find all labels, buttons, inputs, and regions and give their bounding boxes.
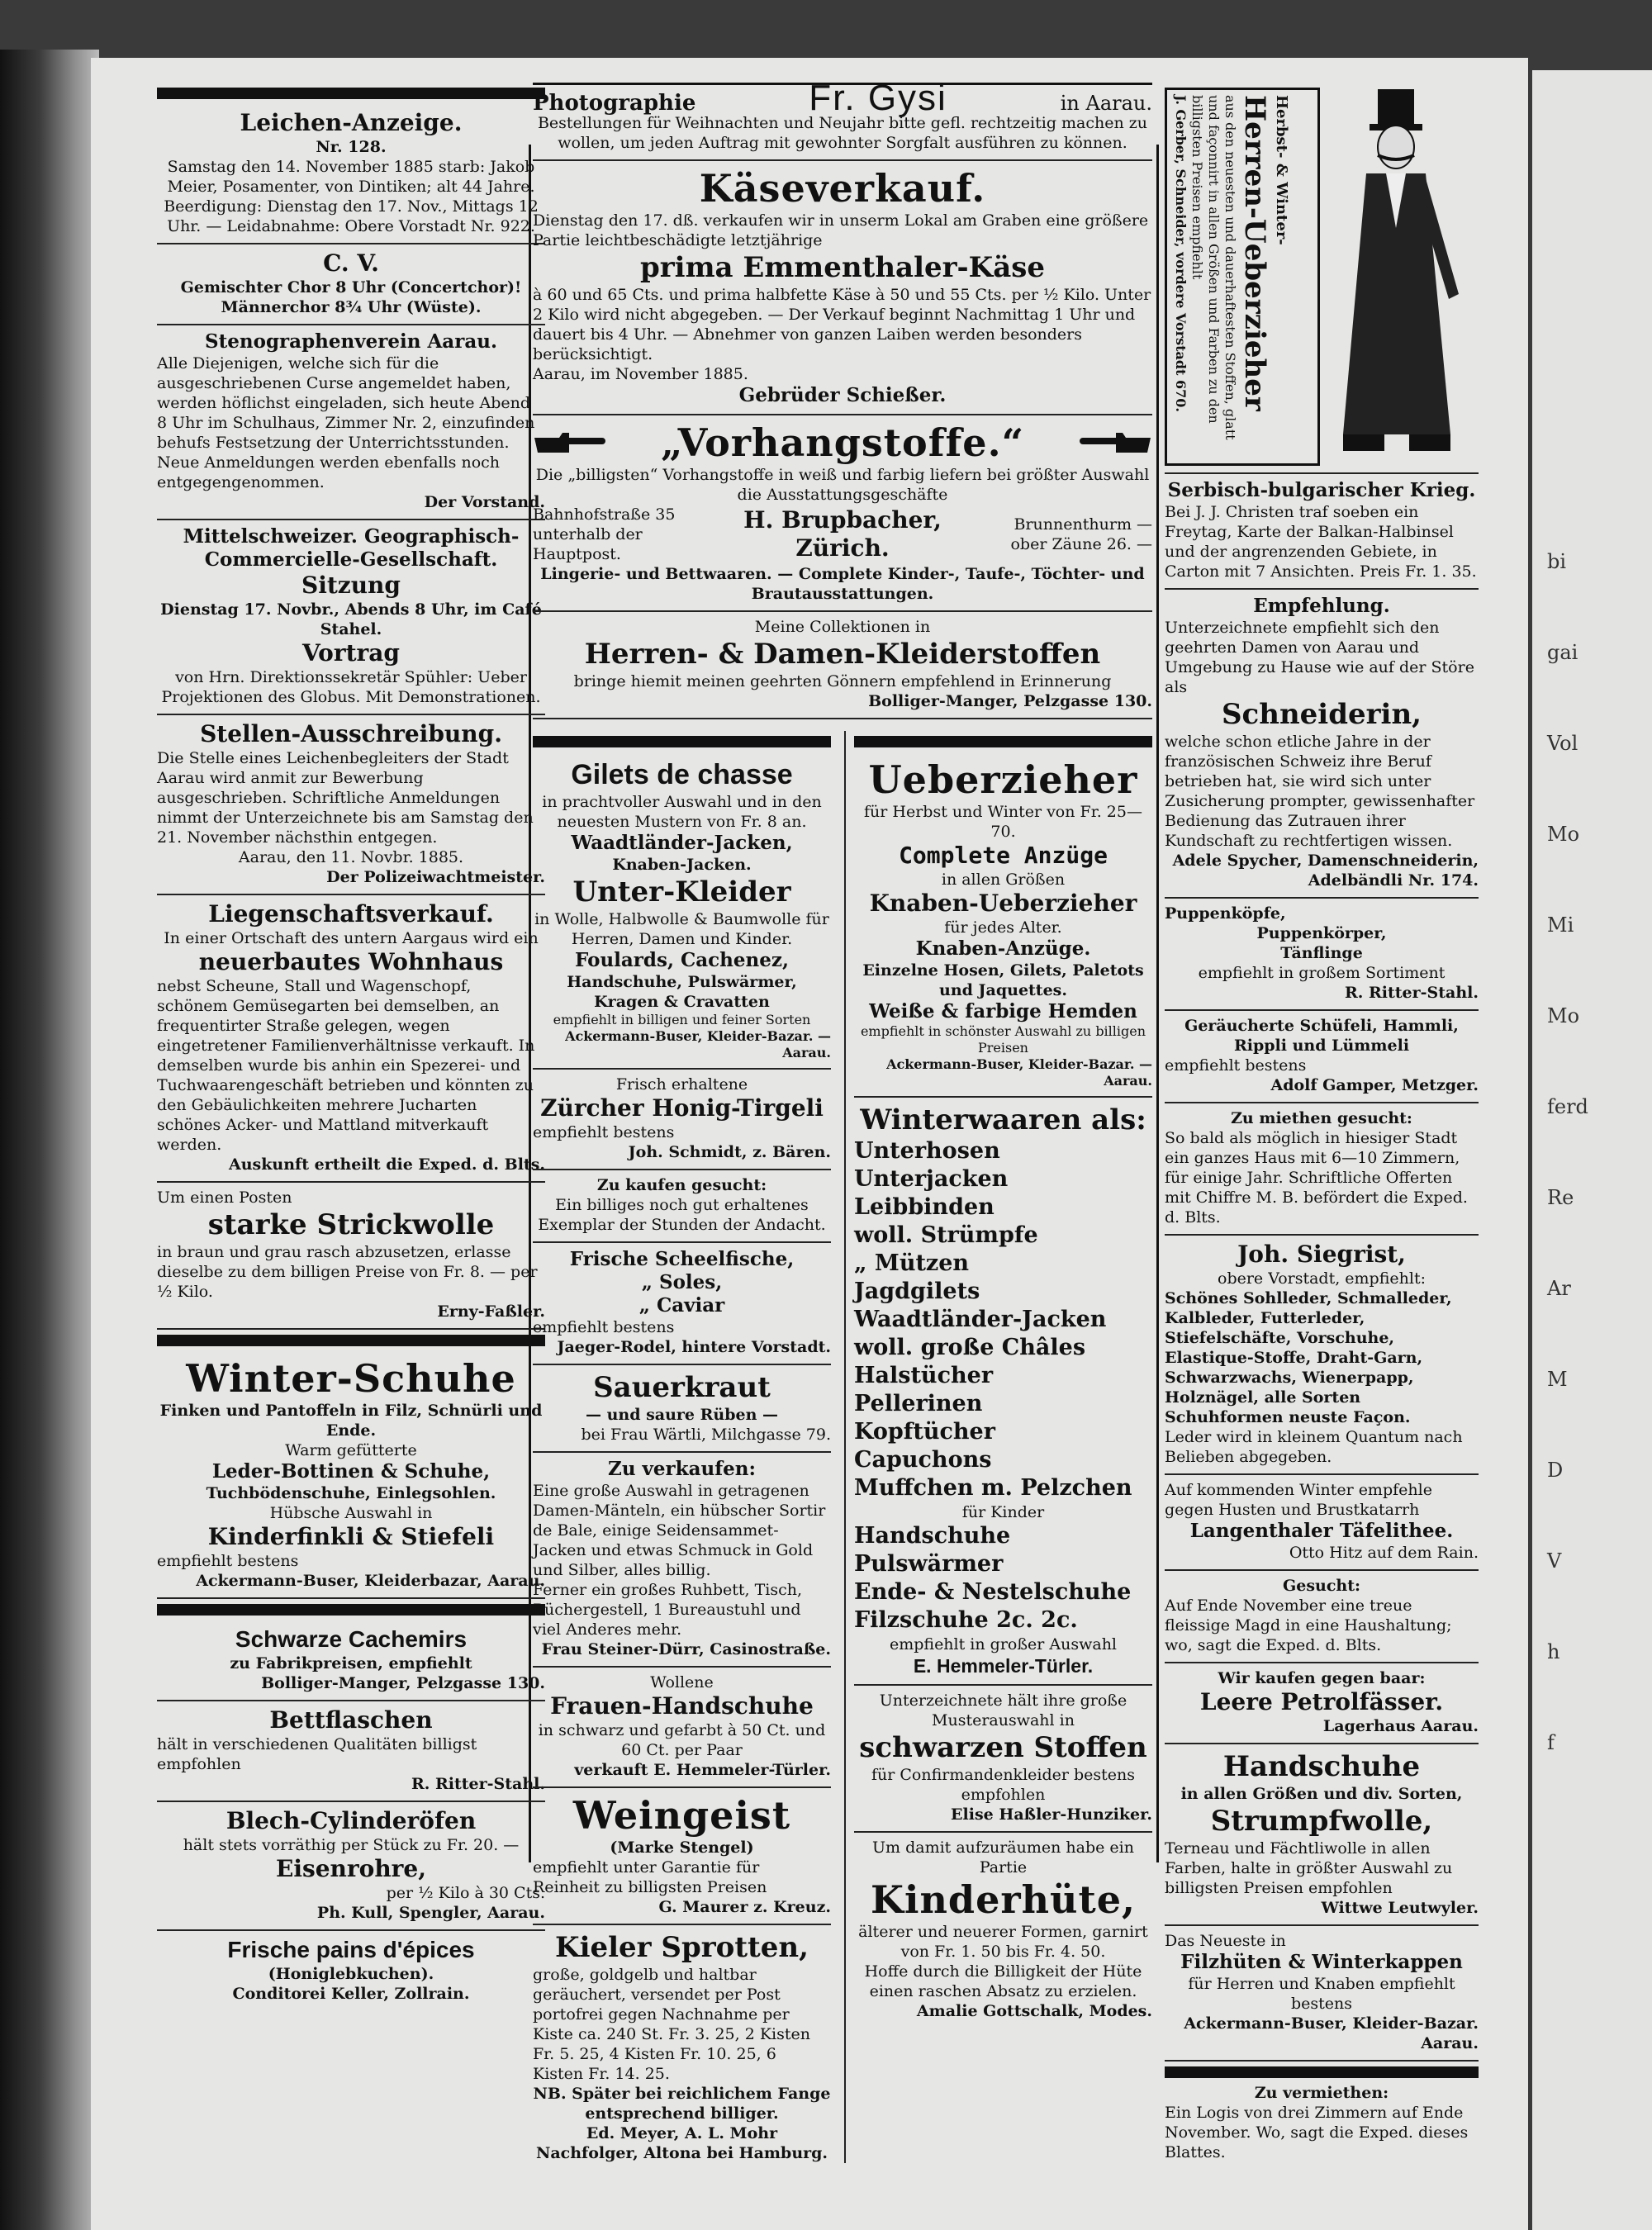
winter-shoes-title: Winter-Schuhe [186,1356,516,1401]
property-title: Liegenschaftsverkauf. [208,900,494,928]
tailor-signature: Adele Spycher, Damenschneiderin, Adelbändli Nr. 174. [1172,852,1479,890]
winter-goods-title: Winterwaaren als: [860,1103,1146,1136]
doll-text: empfiehlt in großem Sortiment [1198,964,1446,982]
felt-hats-text: für Herren und Knaben empfiehlt bestens [1188,1975,1455,2013]
gilets-line-5: Handschuhe, Pulswärmer, Kragen & Cravatten [567,973,797,1011]
bedwarmer-ad [157,1701,545,1802]
overcoat-line-6: Einzelne Hosen, Gilets, Paletots und Jaquettes. [862,961,1144,999]
property-signature: Auskunft ertheilt die Exped. d. Blts. [229,1155,545,1174]
for-sale-ad [533,1453,831,1668]
wool-ad [157,1183,545,1330]
to-let-text: Ein Logis von drei Zimmern auf Ende November. Wo, sagt die Exped. dieses Blattes. [1165,2104,1469,2161]
geo-sitzung: Sitzung [301,572,401,599]
winter-goods-item: woll. große Châles [854,1335,1086,1360]
tea-text: Auf kommenden Winter empfehle gegen Husten und Brustkatarrh [1165,1481,1432,1519]
black-bar [157,88,545,99]
to-let-ad [1165,2083,1479,2162]
fish-line-1: Frische Scheelfische, [569,1248,795,1270]
for-sale-title: Zu verkaufen: [608,1458,756,1480]
next-page-fragment: M [1547,1368,1568,1391]
cheese-date: Aarau, im November 1885. [533,365,748,383]
black-bar [854,736,1152,747]
winter-shoes-line-1: Finken und Pantoffeln in Filz, Schnürli und Ende. [159,1402,543,1440]
death-notice-number: Nr. 128. [316,138,387,156]
honey-intro: Frisch erhaltene [615,1075,748,1094]
for-sale-text-2: Ferner ein großes Ruhbett, Tisch, Büchergestell, 1 Bureaustuhl und viel Anderes mehr. [533,1581,803,1639]
cachemir-title: Schwarze Cachemirs [235,1626,468,1652]
petrol-ad [1165,1663,1479,1744]
winter-goods-text: empfiehlt in großer Auswahl [889,1635,1118,1654]
job-signature: Der Polizeiwachtmeister. [326,868,545,886]
mens-overcoat-text: aus den neuesten und dauerhaftesten Stoffen, glatt und façonnirt in allen Größen und Farben zu den billigsten Preisen empfiehlt [1189,95,1238,440]
column-3 [1165,83,1479,2162]
gloves-intro: Wollene [650,1673,714,1691]
winter-goods-item: Unterjacken [854,1166,1009,1192]
winter-shoes-line-5: Hübsche Auswahl in [269,1504,433,1522]
job-posting [157,715,545,895]
gentleman-figure-icon [1327,88,1475,459]
war-map-title: Serbisch-bulgarischer Krieg. [1167,479,1476,501]
maid-wanted-text: Auf Ende November eine treue fleissige Magd in eine Haushaltung; wo, sagt die Exped. d. Blts. [1165,1597,1452,1654]
winter-goods-item: Filzschuhe 2c. 2c. [854,1607,1078,1633]
black-fabric-intro: Unterzeichnete hält ihre große Musterauswahl in [879,1691,1127,1729]
next-page-fragment: Mo [1547,1004,1580,1027]
winter-shoes-line-3: Leder-Bottinen & Schuhe, [211,1460,491,1483]
petrol-title: Wir kaufen gegen baar: [1218,1669,1426,1687]
tailor-title: Empfehlung. [1253,595,1390,617]
leather-ad [1165,1236,1479,1475]
choir-notice [157,244,545,325]
pointing-hand-right-icon [533,431,607,454]
gingerbread-signature: Conditorei Keller, Zollrain. [232,1985,470,2003]
wool-text: in braun und grau rasch abzusetzen, erlasse dieselbe zu dem billigen Preise von Fr. 8. — per ½ Kilo. [157,1243,538,1301]
dress-fabric-text: bringe hiemit meinen geehrten Gönnern empfehlend in Erinnerung [573,672,1112,690]
next-page-fragment: V [1547,1549,1562,1573]
gloves-ad [533,1668,831,1788]
wool-signature: Erny-Faßler. [437,1302,545,1321]
stove-ad [157,1802,545,1931]
property-intro: In einer Ortschaft des untern Aargaus wird ein [164,929,539,947]
next-page-fragment: Re [1547,1186,1574,1209]
winter-goods-list-2 [854,1522,1152,1635]
tea-ad [1165,1475,1479,1571]
tea-headline: Langenthaler Täfelithee. [1189,1520,1454,1542]
sauerkraut-ad [533,1365,831,1453]
childrens-hats-ad [854,1833,1152,2021]
black-fabric-headline: schwarzen Stoffen [859,1731,1147,1764]
fish-line-3: „ Caviar [638,1294,725,1317]
honey-ad [533,1070,831,1170]
next-page-fragment: Vol [1547,732,1578,755]
meat-ad [1165,1011,1479,1103]
spirit-signature: G. Maurer z. Kreuz. [658,1898,831,1916]
winter-goods-list [854,1137,1152,1502]
meat-line-2: Rippli und Lümmeli [1233,1037,1410,1055]
winter-goods-item: Jagdgilets [854,1279,980,1304]
felt-hats-signature: Ackermann-Buser, Kleider-Bazar. Aarau. [1184,2014,1479,2052]
photo-text: Bestellungen für Weihnachten und Neujahr bitte gefl. rechtzeitig machen zu wollen, um jeden Auftrag mit gewohnter Sorgfalt ausführen zu können. [537,114,1148,152]
spirit-sub: (Marke Stengel) [610,1839,754,1857]
doll-line-2: Puppenkörper, [1256,924,1387,942]
winter-shoes-line-4: Tuchbödenschuhe, Einlegsohlen. [206,1484,496,1502]
photo-name: Fr. Gysi [809,78,947,118]
overcoat-text: für Herbst und Winter von Fr. 25—70. [864,803,1142,841]
gilets-line-3: in Wolle, Halbwolle & Baumwolle für Herren, Damen und Kinder. [534,910,829,948]
mens-overcoat-box [1165,88,1320,466]
photo-ad [533,78,1152,161]
winter-goods-sub: für Kinder [961,1503,1045,1521]
sprats-title: Kieler Sprotten, [555,1931,809,1964]
gloves-signature: verkauft E. Hemmeler-Türler. [574,1761,831,1779]
dress-fabric-signature: Bolliger-Manger, Pelzgasse 130. [868,692,1152,710]
winter-goods-item: Waadtländer-Jacken [854,1307,1107,1332]
tailor-text: Unterzeichnete empfiehlt sich den geehrten Damen von Aarau und Umgebung zu Hause wie auf der Störe als [1165,619,1474,696]
curtain-firm: H. Brupbacher, Zürich. [743,506,942,562]
for-sale-text: Eine große Auswahl in getragenen Damen-Mänteln, ein hübscher Sortir de Bale, einige Seidensammet-Jacken und etwas Schmuck in Gold und Silber, alles billig. [533,1482,826,1579]
steno-text: Alle Diejenigen, welche sich für die ausgeschriebenen Curse angemeldet haben, werden höflichst eingeladen, sich heute Abend 8 Uhr im Schulhaus, Zimmer Nr. 2, einzufinden behufs Festsetzung der Unterrichtsstunden. [157,354,535,452]
winter-goods-item: Unterhosen [854,1138,1000,1164]
overcoat-line-8: empfiehlt in schönster Auswahl zu billigen Preisen [860,1023,1146,1056]
dress-fabric-intro: Meine Collektionen in [754,618,931,636]
winter-goods-item: Ende- & Nestelschuhe [854,1579,1132,1605]
gloves-wool-ad [1165,1744,1479,1926]
war-map-ad [1165,474,1479,590]
leather-sub: obere Vorstadt, empfiehlt: [1218,1269,1426,1288]
petrol-signature: Lagerhaus Aarau. [1322,1717,1479,1735]
sauerkraut-signature: bei Frau Wärtli, Milchgasse 79. [581,1426,831,1444]
gilets-headline: Unter-Kleider [572,875,791,909]
curtain-title: „Vorhangstoffe.“ [660,420,1025,465]
gilets-signature: Ackermann-Buser, Kleider-Bazar. — Aarau. [565,1028,831,1060]
rent-wanted-title: Zu miethen gesucht: [1231,1109,1412,1127]
gilets-title: Gilets de chasse [571,759,793,790]
overcoat-ad [854,752,1152,1098]
doll-line-1: Puppenköpfe, [1165,904,1286,923]
choir-line-1: Gemischter Chor 8 Uhr (Concertchor)! [180,278,522,297]
overcoat-line-1: Complete Anzüge [899,842,1108,869]
meat-text: empfiehlt bestens [1165,1056,1307,1075]
geo-sitzung-text: Dienstag 17. Novbr., Abends 8 Uhr, im Café Stahel. [160,600,542,638]
rent-wanted-ad [1165,1103,1479,1236]
winter-shoes-line-7: empfiehlt bestens [157,1552,299,1570]
felt-hats-headline: Filzhüten & Winterkappen [1180,1951,1463,1973]
gilets-line-1: Waadtländer-Jacken, [571,832,793,854]
gloves-wool-headline: Handschuhe [1222,1750,1421,1783]
steno-title: Stenographenverein Aarau. [205,330,497,353]
gloves-wool-signature: Wittwe Leutwyler. [1321,1899,1479,1917]
wool-headline: starke Strickwolle [207,1208,495,1241]
steno-signature: Der Vorstand. [424,493,545,511]
overcoat-line-3: Knaben-Ueberzieher [869,890,1137,917]
next-page-fragment: Ar [1547,1277,1571,1300]
winter-goods-item: Pellerinen [854,1391,983,1416]
next-page-fragment: Mi [1547,913,1574,937]
dress-fabric-ad [533,612,1152,719]
overcoat-title: Ueberzieher [868,757,1138,802]
curtain-address-left: Bahnhofstraße 35 unterhalb der Hauptpost. [533,505,676,563]
felt-hats-intro: Das Neueste in [1165,1932,1286,1950]
overcoat-line-7: Weiße & farbige Hemden [869,1000,1137,1022]
doll-line-3: Tänflinge [1280,944,1363,962]
column-rule-right [1156,145,1159,1862]
black-fabric-signature: Elise Haßler-Hunziker. [951,1805,1152,1824]
curtain-ad [533,415,1152,612]
job-date: Aarau, den 11. Novbr. 1885. [238,848,464,866]
mens-overcoat-signature: J. Gerber, Schneider, vordere Vorstadt 670. [1173,95,1189,412]
meat-signature: Adolf Gamper, Metzger. [1270,1076,1479,1094]
childrens-hats-intro: Um damit aufzuräumen habe ein Partie [872,1839,1134,1877]
death-notice-text: Samstag den 14. November 1885 starb: Jakob Meier, Posamenter, von Dintiken; alt 44 Jahre. [167,158,535,196]
column-2 [533,78,1152,2163]
next-page-fragment: ferd [1547,1095,1588,1118]
winter-goods-item: woll. Strümpfe [854,1222,1038,1248]
childrens-hats-text-2: Hoffe durch die Billigkeit der Hüte einen raschen Absatz zu erzielen. [864,1962,1142,2000]
job-text: Die Stelle eines Leichenbegleiters der Stadt Aarau wird anmit zur Bewerbung ausgeschrieben. Schriftliche Anmeldungen nimmt der Unterzeichnete bis am Samstag den 21. November nächsthin entgegen. [157,749,534,847]
winter-shoes-line-6: Kinderfinkli & Stiefeli [207,1523,495,1550]
wanted-book-title: Zu kaufen gesucht: [596,1176,767,1194]
spirit-title: Weingeist [572,1793,791,1838]
next-page-fragment: bi [1547,550,1567,573]
sauerkraut-title: Sauerkraut [593,1371,771,1404]
sprats-signature: Ed. Meyer, A. L. Mohr Nachfolger, Altona bei Hamburg. [535,2124,828,2162]
job-title: Stellen-Ausschreibung. [200,720,502,747]
gloves-text: in schwarz und gefarbt à 50 Ct. und 60 Ct. per Paar [538,1721,826,1759]
photo-place: in Aarau. [1060,92,1152,115]
dress-fabric-headline: Herren- & Damen-Kleiderstoffen [584,638,1101,671]
war-map-text: Bei J. J. Christen traf soeben ein Freytag, Karte der Balkan-Halbinsel und der angrenzenden Gebiete, in Carton mit 7 Ansichten. Preis Fr. 1. 35. [1165,503,1477,581]
stove-text: hält stets vorräthig per Stück zu Fr. 20. — [183,1836,520,1854]
gilets-ad [533,752,831,1070]
fish-ad [533,1243,831,1365]
cheese-ad [533,161,1152,415]
honey-headline: Zürcher Honig-Tirgeli [540,1094,824,1122]
next-page-fragment: f [1547,1731,1555,1754]
next-page-edge [1532,70,1652,2230]
maid-wanted-title: Gesucht: [1283,1577,1360,1595]
sprats-text: große, goldgelb und haltbar geräuchert, versendet per Post portofrei gegen Nachnahme per Kiste ca. 240 St. Fr. 3. 25, 2 Kisten Fr. 5. 25, 4 Kisten Fr. 10. 25, 6 Kisten Fr. 14. 25. [533,1966,810,2083]
cheese-title: Käseverkauf. [699,166,986,211]
winter-goods-signature: E. Hemmeler-Türler. [913,1655,1094,1677]
overcoat-line-4: für jedes Alter. [944,918,1062,937]
tailor-headline: Schneiderin, [1221,698,1422,731]
wanted-book-ad [533,1170,831,1243]
gilets-line-2: Knaben-Jacken. [612,856,752,874]
honey-text: empfiehlt bestens [533,1123,675,1141]
winter-shoes-ad [157,1351,545,1599]
gilets-line-4: Foulards, Cachenez, [575,949,789,971]
maid-wanted-ad [1165,1571,1479,1663]
cachemir-text: zu Fabrikpreisen, empfiehlt [230,1654,472,1672]
gloves-headline: Frauen-Handschuhe [550,1692,814,1720]
cachemir-ad [157,1620,545,1701]
choir-title: C. V. [323,249,379,277]
death-notice-burial: Beerdigung: Dienstag den 17. Nov., Mittags 12 Uhr. — Leidabnahme: Obere Vorstadt Nr. 922. [164,197,539,235]
childrens-hats-signature: Amalie Gottschalk, Modes. [916,2002,1152,2020]
column-2b [844,731,1152,2163]
stove-signature: Ph. Kull, Spengler, Aarau. [316,1904,545,1922]
leather-title: Joh. Siegrist, [1237,1241,1406,1268]
stove-pipes: Eisenrohre, [275,1855,426,1882]
black-fabric-text: für Confirmandenkleider bestens empfohlen [871,1766,1136,1804]
stove-title: Blech-Cylinderöfen [225,1807,477,1834]
cheese-headline: prima Emmenthaler-Käse [639,251,1046,284]
wool-intro: Um einen Posten [157,1189,292,1207]
cachemir-signature: Bolliger-Manger, Pelzgasse 130. [261,1674,545,1692]
winter-shoes-signature: Ackermann-Buser, Kleiderbazar, Aarau. [196,1572,545,1590]
winter-goods-item: Muffchen m. Pelzchen [854,1475,1132,1501]
tailor-text-2: welche schon etliche Jahre in der französischen Schweiz ihre Beruf betrieben hat, sie wird sich unter Zusicherung prompter, gewissenhafter Bedienung das Zutrauen ihrer Kundschaft zu rechtfertigen wissen. [1165,733,1475,850]
curtain-address-right: Brunnenthurm — ober Zäune 26. — [1010,515,1152,553]
winter-goods-item: „ Mützen [854,1250,970,1276]
for-sale-signature: Frau Steiner-Dürr, Casinostraße. [541,1640,831,1658]
doll-signature: R. Ritter-Stahl. [1344,984,1479,1002]
gingerbread-ad [157,1931,545,2004]
winter-goods-item: Kopftücher [854,1419,995,1445]
black-bar [533,736,831,747]
cheese-signature: Gebrüder Schießer. [738,384,947,406]
gilets-line-6: empfiehlt in billigen und feiner Sorten [553,1012,811,1027]
doll-ad [1165,899,1479,1011]
winter-goods-item: Capuchons [854,1447,992,1473]
stove-price: per ½ Kilo à 30 Cts. [386,1884,545,1902]
geo-vortrag-text: von Hrn. Direktionssekretär Spühler: Ueber Projektionen des Globus. Mit Demonstrationen. [161,668,541,706]
gilets-text: in prachtvoller Auswahl und in den neuesten Mustern von Fr. 8 an. [542,793,822,831]
bedwarmer-text: hält in verschiedenen Qualitäten billigst empfohlen [157,1735,477,1773]
leather-text-2: Leder wird in kleinem Quantum nach Belieben abgegeben. [1165,1428,1463,1466]
geo-vortrag: Vortrag [302,639,400,667]
mens-overcoat-ad [1165,83,1479,474]
death-notice [157,104,545,244]
gloves-wool-text-2: Terneau und Fächtliwolle in allen Farben, halte in größter Auswahl zu billigsten Preisen empfohlen [1165,1839,1453,1897]
fish-line-2: „ Soles, [641,1271,723,1293]
leather-text: Schönes Sohlleder, Schmalleder, Kalbleder, Futterleder, Stiefelschäfte, Vorschuhe, Elastique-Stoffe, Draht-Garn, Schwarzwachs, Wienerpapp, Holznägel, alle Sorten Schuhformen neuste Façon. [1165,1289,1452,1426]
meat-line-1: Geräucherte Schüfeli, Hammli, [1184,1017,1459,1035]
column-1 [157,83,545,2004]
winter-goods-item: Handschuhe [854,1523,1011,1549]
fish-signature: Jaeger-Rodel, hintere Vorstadt. [557,1338,831,1356]
photo-label: Photographie [533,91,696,116]
bedwarmer-signature: R. Ritter-Stahl. [411,1775,545,1793]
overcoat-line-5: Knaben-Anzüge. [915,937,1091,960]
gingerbread-title: Frische pains d'épices [227,1937,475,1962]
gloves-wool-headline-2: Strumpfwolle, [1210,1805,1433,1838]
geo-title: Mittelschweizer. Geographisch-Commercielle-Gesellschaft. [183,525,520,571]
black-bar [157,1335,545,1346]
next-page-fragment: D [1547,1459,1564,1482]
tailor-ad [1165,590,1479,899]
death-notice-title: Leichen-Anzeige. [240,109,463,136]
gingerbread-sub: (Honiglebkuchen). [268,1965,434,1983]
winter-goods-item: Pulswärmer [854,1551,1004,1577]
next-page-fragment: Mo [1547,823,1580,846]
steno-notice [157,325,545,520]
black-fabric-ad [854,1686,1152,1833]
fish-text: empfiehlt bestens [533,1318,675,1336]
overcoat-signature: Ackermann-Buser, Kleider-Bazar. — Aarau. [886,1056,1152,1089]
black-bar [1165,2066,1479,2078]
sprats-ad [533,1925,831,2163]
winter-goods-item: Halstücher [854,1363,994,1388]
honey-signature: Joh. Schmidt, z. Bären. [628,1143,831,1161]
choir-line-2: Männerchor 8¾ Uhr (Wüste). [221,298,482,316]
overcoat-line-2: in allen Größen [941,871,1066,889]
spirit-text: empfiehlt unter Garantie für Reinheit zu billigsten Preisen [533,1858,767,1896]
steno-text-2: Neue Anmeldungen werden ebenfalls noch entgegengenommen. [157,453,501,491]
childrens-hats-headline: Kinderhüte, [871,1877,1136,1922]
column-2a [533,731,831,2163]
cheese-text-2: à 60 und 65 Cts. und prima halbfette Käse à 50 und 55 Cts. per ½ Kilo. Unter 2 Kilo wird nicht abgegeben. — Der Verkauf beginnt Nachmittag 1 Uhr und dauert bis 4 Uhr. — Abnehmer von ganzen Laiben werden besonders berücksichtigt. [533,286,1151,363]
pointing-hand-left-icon [1078,431,1152,454]
geo-society-notice [157,520,545,715]
curtain-footer: Lingerie- und Bettwaaren. — Complete Kinder-, Taufe-, Töchter- und Brautausstattungen. [540,565,1145,603]
felt-hats-ad [1165,1926,1479,2062]
winter-goods-ad [854,1098,1152,1686]
bedwarmer-title: Bettflaschen [269,1706,433,1734]
gloves-wool-text: in allen Größen und div. Sorten, [1180,1785,1463,1803]
winter-shoes-line-2: Warm gefütterte [285,1441,417,1459]
cheese-text-1: Dienstag den 17. dß. verkaufen wir in unserm Lokal am Graben eine größere Partie leichtbeschädigte letztjährige [533,211,1149,249]
sauerkraut-sub: — und saure Rüben — [585,1406,779,1424]
property-sale [157,895,545,1183]
childrens-hats-text: älterer und neuerer Formen, garnirt von Fr. 1. 50 bis Fr. 4. 50. [858,1923,1148,1961]
curtain-text: Die „billigsten“ Vorhangstoffe in weiß und farbig liefern bei größter Auswahl die Ausstattungsgeschäfte [535,466,1150,504]
property-text: nebst Scheune, Stall und Wagenschopf, schönem Gemüsegarten bei demselben, an frequentirter Straße gelegen, wegen eingetretener Familienverhältnisse verkauft. In demselben wurde bis anhin ein Spezerei- und Tuchwaarengeschäft betrieben und könnten zu den Gebäulichkeiten mehrere Jucharten schönes Acker- und Mattland mitverkauft werden. [157,977,535,1154]
rent-wanted-text: So bald als möglich in hiesiger Stadt ein ganzes Haus mit 6—10 Zimmern, für einige Jahr. Schriftliche Offerten mit Chiffre M. B. befördert die Exped. d. Blts. [1165,1129,1468,1226]
mens-overcoat-season: Herbst- & Winter- [1273,95,1290,245]
tea-signature: Otto Hitz auf dem Rain. [1289,1544,1479,1562]
next-page-fragment: h [1547,1640,1560,1663]
to-let-title: Zu vermiethen: [1254,2084,1389,2102]
book-spine [0,50,99,2230]
mens-overcoat-headline: Herren-Ueberzieher [1238,95,1271,411]
black-bar [157,1604,545,1616]
property-headline: neuerbautes Wohnhaus [198,948,504,975]
sprats-note: NB. Später bei reichlichem Fange entsprechend billiger. [533,2085,831,2123]
wanted-book-text: Ein billiges noch gut erhaltenes Exemplar der Stunden der Andacht. [538,1196,826,1234]
next-page-fragment: gai [1547,641,1578,664]
petrol-headline: Leere Petrolfässer. [1199,1688,1444,1715]
winter-goods-item: Leibbinden [854,1194,995,1220]
spirit-ad [533,1788,831,1925]
